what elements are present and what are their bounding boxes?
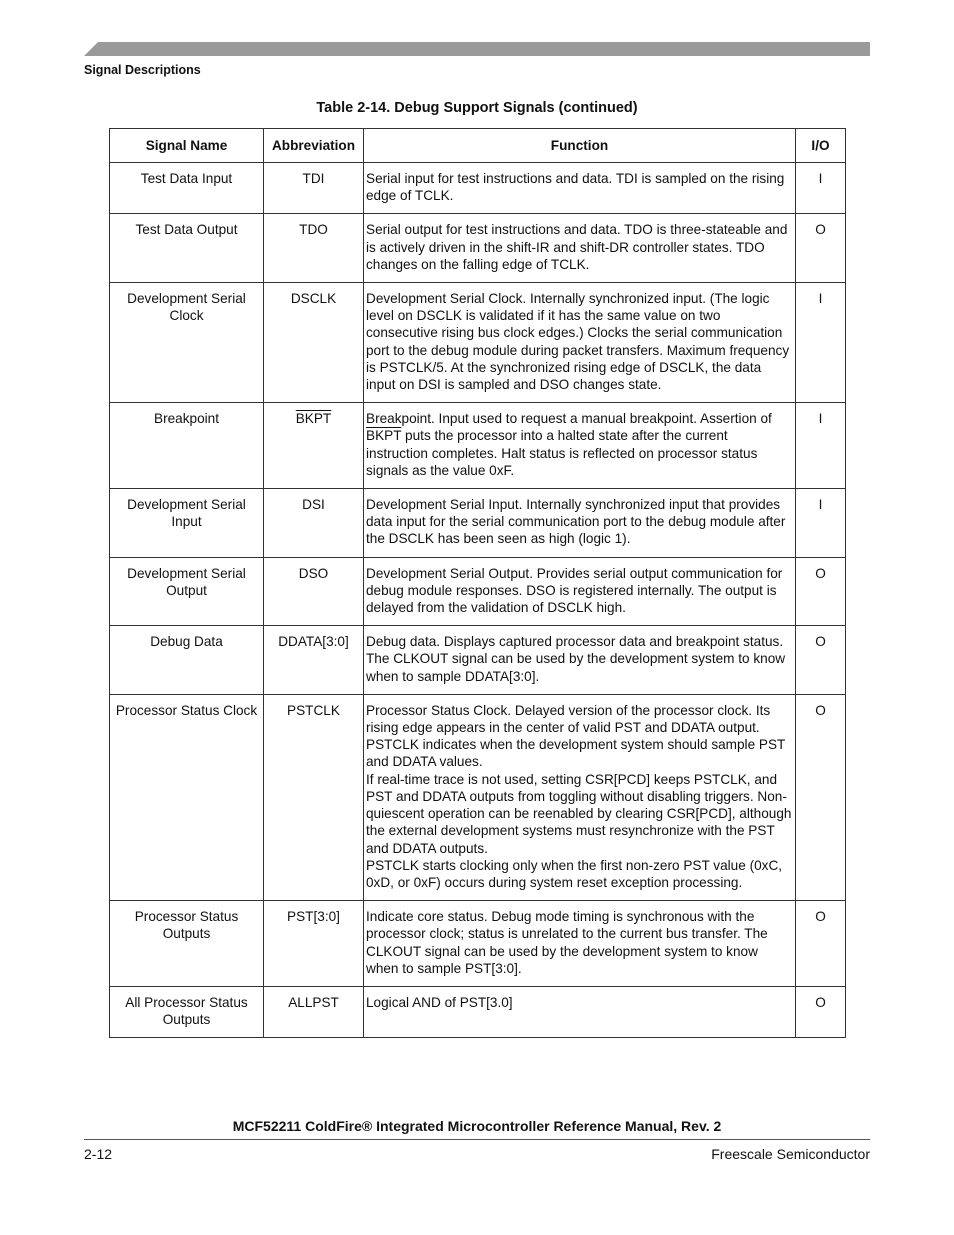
debug-signals-table	[109, 128, 846, 1038]
signal-name-cell: Development Serial Clock	[110, 283, 264, 403]
header-bar	[84, 42, 870, 56]
abbreviation-cell	[264, 403, 364, 489]
function-cell: Development Serial Output. Provides serial output communication for debug module responses. DSO is registered internally. The output is delayed from the validation of DSCLK high.	[364, 557, 796, 626]
signal-name-cell: Processor Status Outputs	[110, 901, 264, 987]
function-cell	[364, 694, 796, 900]
function-text-prefix: Breakpoint. Input used to request a manual breakpoint. Assertion of	[366, 411, 772, 427]
active-low-signal-ref: BKPT	[366, 428, 402, 444]
header-bar-shape	[84, 42, 870, 56]
table-row	[110, 489, 846, 558]
abbreviation-cell: ALLPST	[264, 986, 364, 1037]
table-row	[110, 214, 846, 283]
signal-name-cell: Test Data Input	[110, 163, 264, 214]
company-name: Freescale Semiconductor	[711, 1146, 870, 1162]
function-cell: Logical AND of PST[3.0]	[364, 986, 796, 1037]
io-cell: O	[796, 214, 846, 283]
abbreviation-cell: PSTCLK	[264, 694, 364, 900]
function-paragraph: Processor Status Clock. Delayed version of the processor clock. Its rising edge appears in the center of valid PST and DDATA output. PSTCLK indicates when the development system should sample PST and DDATA values.	[366, 702, 786, 770]
column-header-io: I/O	[796, 129, 846, 163]
function-cell: Development Serial Clock. Internally synchronized input. (The logic level on DSCLK is validated if it has the same value on two consecutive rising bus clock edges.) Clocks the serial communication port to the debug module during packet transfers. Maximum frequency is PSTCLK/5. At the synchronized rising edge of DSCLK, the data input on DSI is sampled and DSO changes state.	[364, 283, 796, 403]
column-header-signal-name: Signal Name	[110, 129, 264, 163]
footer-divider	[84, 1139, 870, 1140]
function-cell: Debug data. Displays captured processor data and breakpoint status. The CLKOUT signal can be used by the development system to know when to sample DDATA[3:0].	[364, 626, 796, 695]
table-caption: Table 2-14. Debug Support Signals (continued)	[316, 100, 638, 116]
abbreviation-cell: TDI	[264, 163, 364, 214]
column-header-abbreviation: Abbreviation	[264, 129, 364, 163]
abbreviation-cell: DSI	[264, 489, 364, 558]
io-cell: O	[796, 557, 846, 626]
page-number: 2-12	[84, 1146, 113, 1162]
io-cell: I	[796, 163, 846, 214]
signal-name-cell: Development Serial Input	[110, 489, 264, 558]
section-title: Signal Descriptions	[84, 63, 201, 77]
function-cell: Serial input for test instructions and data. TDI is sampled on the rising edge of TCLK.	[364, 163, 796, 214]
io-cell: O	[796, 901, 846, 987]
io-cell: I	[796, 403, 846, 489]
io-cell: O	[796, 986, 846, 1037]
table-row	[110, 283, 846, 403]
io-cell: I	[796, 489, 846, 558]
table-row	[110, 403, 846, 489]
function-text-suffix: puts the processor into a halted state after the current instruction completes. Halt status is reflected on processor status signals as the value 0xF.	[366, 428, 758, 478]
active-low-abbreviation: BKPT	[295, 411, 332, 427]
signal-name-cell: Breakpoint	[110, 403, 264, 489]
signal-name-cell: Debug Data	[110, 626, 264, 695]
abbreviation-cell: DSCLK	[264, 283, 364, 403]
function-cell: Indicate core status. Debug mode timing is synchronous with the processor clock; status is unrelated to the current bus transfer. The CLKOUT signal can be used by the development system to know when to sample PST[3:0].	[364, 901, 796, 987]
table-row	[110, 901, 846, 987]
table-row	[110, 694, 846, 900]
function-cell: Serial output for test instructions and data. TDO is three-stateable and is actively driven in the shift-IR and shift-DR controller states. TDO changes on the falling edge of TCLK.	[364, 214, 796, 283]
column-header-function: Function	[364, 129, 796, 163]
table-row	[110, 986, 846, 1037]
table-row	[110, 163, 846, 214]
signal-name-cell: Development Serial Output	[110, 557, 264, 626]
table-row	[110, 626, 846, 695]
table-row	[110, 557, 846, 626]
function-paragraph: PSTCLK starts clocking only when the first non-zero PST value (0xC, 0xD, or 0xF) occurs during system reset exception processing.	[366, 857, 783, 890]
io-cell: O	[796, 626, 846, 695]
footer-manual-title: MCF52211 ColdFire® Integrated Microcontroller Reference Manual, Rev. 2	[232, 1118, 722, 1134]
function-cell: Development Serial Input. Internally synchronized input that provides data input for the serial communication port to the debug module after the DSCLK has been seen as high (logic 1).	[364, 489, 796, 558]
signal-name-cell: All Processor Status Outputs	[110, 986, 264, 1037]
abbreviation-cell: DDATA[3:0]	[264, 626, 364, 695]
signal-name-cell: Test Data Output	[110, 214, 264, 283]
io-cell: I	[796, 283, 846, 403]
signal-name-cell: Processor Status Clock	[110, 694, 264, 900]
function-paragraph: If real-time trace is not used, setting CSR[PCD] keeps PSTCLK, and PST and DDATA outputs from toggling without disabling triggers. Non-quiescent operation can be reenabled by clearing CSR[PCD], although the external development systems must resynchronize with the PST and DDATA outputs.	[366, 771, 792, 856]
abbreviation-cell: PST[3:0]	[264, 901, 364, 987]
abbreviation-cell: TDO	[264, 214, 364, 283]
table-header-row	[110, 129, 846, 163]
abbreviation-cell: DSO	[264, 557, 364, 626]
io-cell: O	[796, 694, 846, 900]
function-cell	[364, 403, 796, 489]
